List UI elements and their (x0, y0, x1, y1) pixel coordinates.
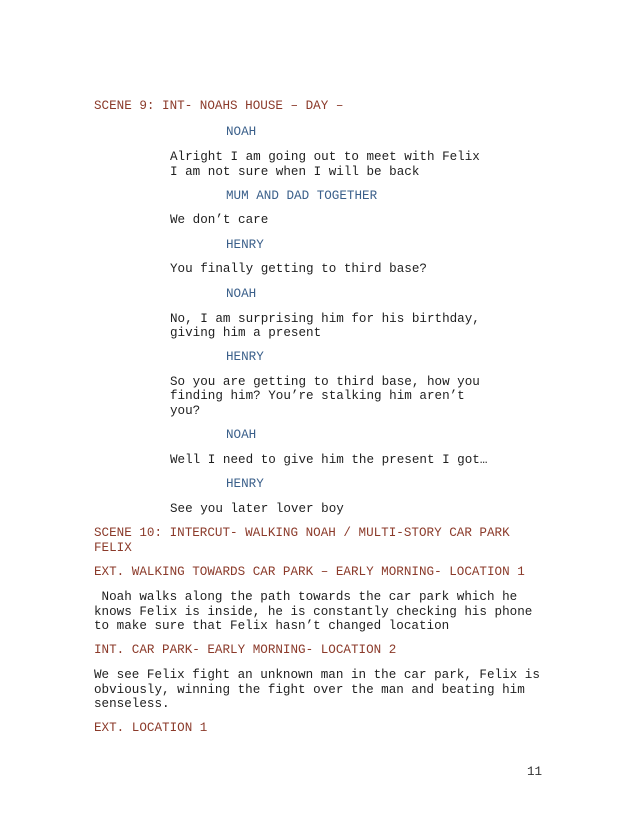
dialogue-line: We don’t care (170, 213, 269, 227)
dialogue-line: you? (170, 404, 201, 418)
scene-heading: SCENE 9: INT- NOAHS HOUSE – DAY – (94, 99, 344, 113)
character-name: HENRY (226, 350, 264, 364)
dialogue-line: I am not sure when I will be back (170, 165, 420, 179)
scene-heading: SCENE 10: INTERCUT- WALKING NOAH / MULTI-STORY CAR PARK (94, 526, 510, 540)
action-line: to make sure that Felix hasn’t changed location (94, 619, 450, 633)
dialogue-line: finding him? You’re stalking him aren’t (170, 389, 465, 403)
character-name: NOAH (226, 428, 257, 442)
dialogue-line: Alright I am going out to meet with Felix (170, 150, 480, 164)
dialogue-line: giving him a present (170, 326, 322, 340)
character-name: HENRY (226, 238, 264, 252)
action-line: Noah walks along the path towards the car park which he (94, 590, 518, 604)
action-line: senseless. (94, 697, 170, 711)
character-name: MUM AND DAD TOGETHER (226, 189, 378, 203)
character-name: NOAH (226, 125, 257, 139)
dialogue-line: Well I need to give him the present I got… (170, 453, 488, 467)
character-name: NOAH (226, 287, 257, 301)
dialogue-line: So you are getting to third base, how you (170, 375, 480, 389)
dialogue-line: No, I am surprising him for his birthday, (170, 312, 480, 326)
action-line: knows Felix is inside, he is constantly checking his phone (94, 605, 533, 619)
dialogue-line: See you later lover boy (170, 502, 344, 516)
slugline: INT. CAR PARK- EARLY MORNING- LOCATION 2 (94, 643, 397, 657)
page-number: 11 (527, 765, 543, 779)
slugline: EXT. LOCATION 1 (94, 721, 208, 735)
action-line: obviously, winning the fight over the man and beating him (94, 683, 525, 697)
slugline: EXT. WALKING TOWARDS CAR PARK – EARLY MORNING- LOCATION 1 (94, 565, 525, 579)
scene-heading: FELIX (94, 541, 132, 555)
character-name: HENRY (226, 477, 264, 491)
dialogue-line: You finally getting to third base? (170, 262, 427, 276)
action-line: We see Felix fight an unknown man in the car park, Felix is (94, 668, 540, 682)
